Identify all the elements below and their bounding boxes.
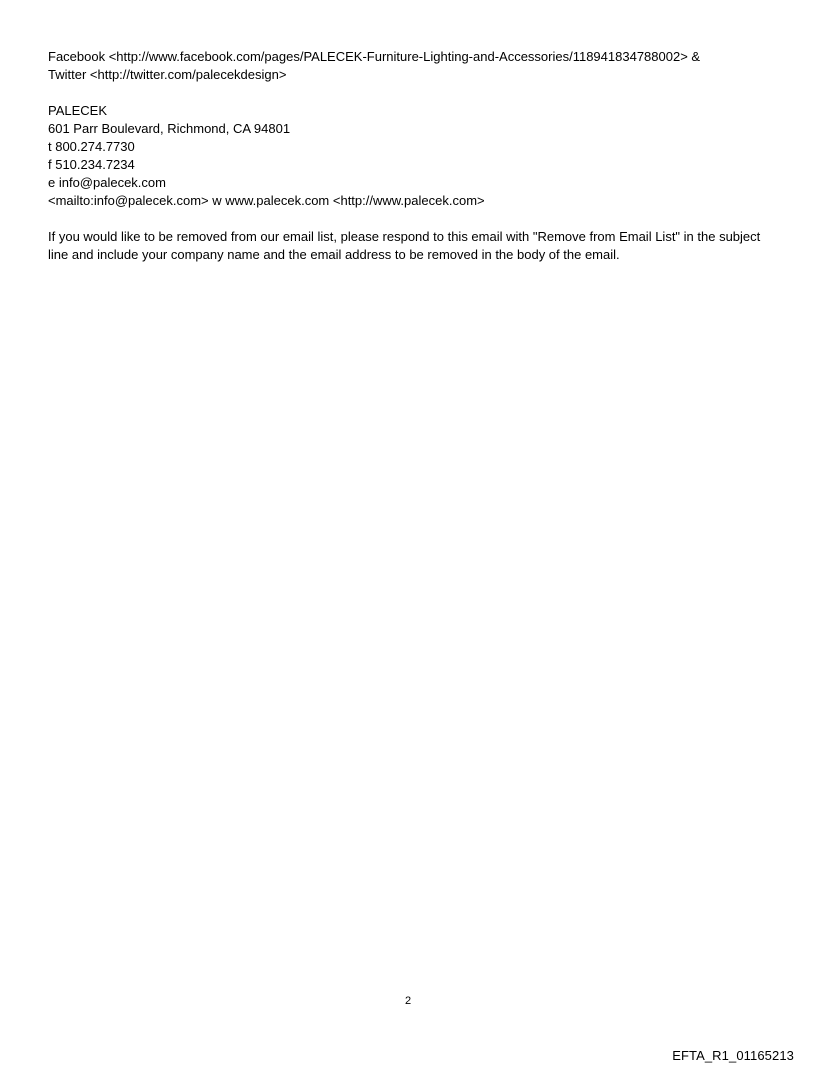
company-fax: f 510.234.7234 (48, 157, 135, 172)
company-name: PALECEK (48, 103, 108, 118)
social-links-block (48, 48, 768, 84)
company-links: <mailto:info@palecek.com> w www.palecek.com <http://www.palecek.com> (48, 193, 485, 208)
company-email: e info@palecek.com (48, 175, 166, 190)
page-number: 2 (404, 995, 412, 1007)
bates-number: EFTA_R1_01165213 (672, 1048, 794, 1063)
company-address: 601 Parr Boulevard, Richmond, CA 94801 (48, 121, 291, 136)
company-phone: t 800.274.7730 (48, 139, 135, 154)
unsubscribe-paragraph: If you would like to be removed from our email list, please respond to this email with "Remove from Email List" in the subject line and include your company name and the email address to be removed in the body of the email. (48, 229, 761, 262)
facebook-line: Facebook <http://www.facebook.com/pages/PALECEK-Furniture-Lighting-and-Accessories/118941834788002> & (48, 49, 701, 64)
contact-block (48, 102, 768, 210)
twitter-line: Twitter <http://twitter.com/palecekdesign> (48, 67, 287, 82)
